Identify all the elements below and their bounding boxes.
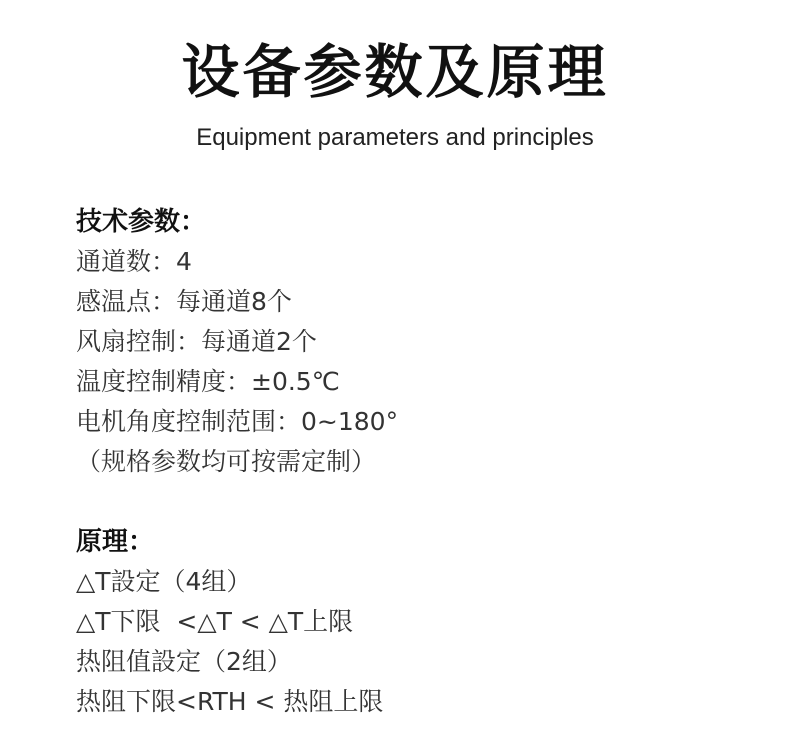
spec-line-channels: 通道数：4	[76, 247, 192, 276]
spec-line-customization-note: （规格参数均可按需定制）	[76, 447, 377, 476]
principle-section	[76, 522, 756, 722]
spec-line-motor-angle: 电机角度控制范围：0~180°	[76, 407, 399, 436]
spec-line-fan-control: 风扇控制：每通道2个	[76, 327, 317, 356]
principle-line-thermal-resistance-range: 热阻下限<RTH < 热阻上限	[76, 687, 384, 716]
spec-line-temp-accuracy: 温度控制精度：±0.5℃	[76, 367, 340, 396]
page-title: 设备参数及原理	[181, 38, 609, 106]
page-subtitle: Equipment parameters and principles	[196, 124, 594, 151]
principle-heading: 原理：	[76, 527, 155, 557]
specs-section	[76, 202, 756, 482]
principle-line-delta-t-setting: △T設定（4组）	[76, 567, 252, 596]
principle-line-thermal-resistance-setting: 热阻值設定（2组）	[76, 647, 292, 676]
specs-heading: 技术参数：	[76, 207, 207, 237]
principle-line-delta-t-range: △T下限 <△T < △T上限	[76, 607, 354, 636]
spec-line-sensing-points: 感温点：每通道8个	[76, 287, 292, 316]
